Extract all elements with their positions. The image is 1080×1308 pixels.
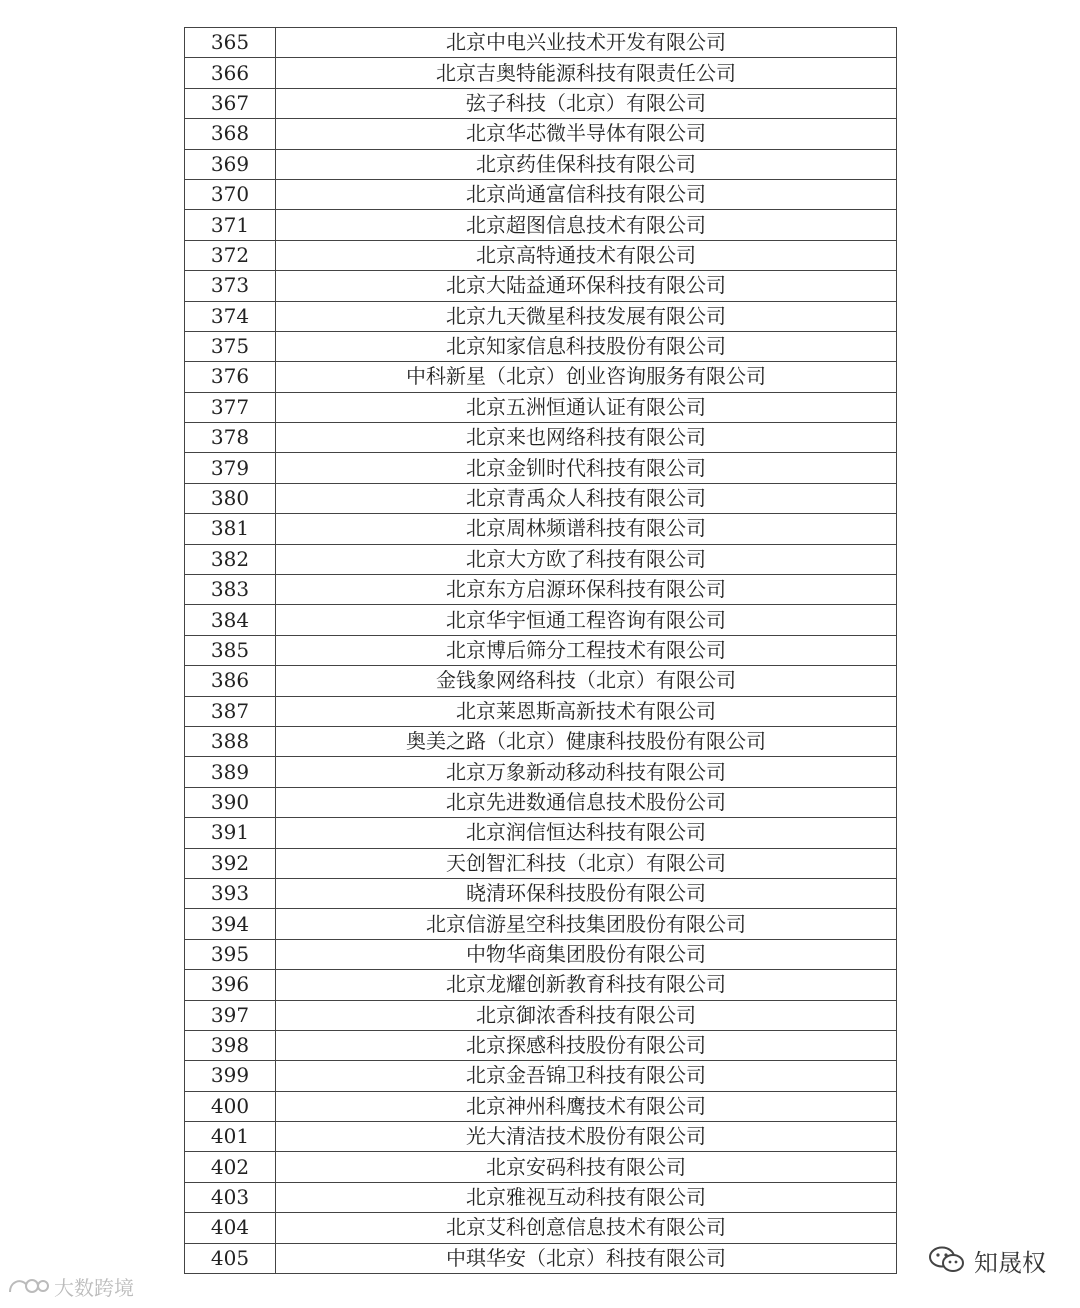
row-number: 365 <box>185 28 276 58</box>
table-row <box>185 848 897 878</box>
company-name: 北京来也网络科技有限公司 <box>276 423 897 453</box>
table-row <box>185 666 897 696</box>
table-row <box>185 362 897 392</box>
table-row <box>185 240 897 270</box>
table-row <box>185 970 897 1000</box>
row-number: 399 <box>185 1061 276 1091</box>
table-row <box>185 88 897 118</box>
row-number: 396 <box>185 970 276 1000</box>
table-row <box>185 210 897 240</box>
table-row <box>185 818 897 848</box>
company-name: 北京御浓香科技有限公司 <box>276 1000 897 1030</box>
row-number: 389 <box>185 757 276 787</box>
company-name: 北京大陆益通环保科技有限公司 <box>276 271 897 301</box>
table-row <box>185 483 897 513</box>
table-row <box>185 726 897 756</box>
row-number: 373 <box>185 271 276 301</box>
table-row <box>185 119 897 149</box>
table-row <box>185 271 897 301</box>
company-name: 北京万象新动移动科技有限公司 <box>276 757 897 787</box>
company-name: 北京信游星空科技集团股份有限公司 <box>276 909 897 939</box>
company-name: 北京知家信息科技股份有限公司 <box>276 331 897 361</box>
company-name: 中物华商集团股份有限公司 <box>276 939 897 969</box>
table-row <box>185 28 897 58</box>
watermark-left-text: 大数跨境 <box>54 1275 134 1300</box>
table-row <box>185 909 897 939</box>
row-number: 370 <box>185 179 276 209</box>
table-row <box>185 878 897 908</box>
row-number: 369 <box>185 149 276 179</box>
watermark-right <box>928 1240 1046 1280</box>
company-name: 北京尚通富信科技有限公司 <box>276 179 897 209</box>
row-number: 374 <box>185 301 276 331</box>
row-number: 371 <box>185 210 276 240</box>
company-name: 北京周林频谱科技有限公司 <box>276 514 897 544</box>
company-name: 北京博后筛分工程技术有限公司 <box>276 635 897 665</box>
wechat-icon <box>928 1245 966 1275</box>
company-name: 中琪华安（北京）科技有限公司 <box>276 1243 897 1273</box>
company-name: 北京润信恒达科技有限公司 <box>276 818 897 848</box>
row-number: 401 <box>185 1122 276 1152</box>
table-row <box>185 1091 897 1121</box>
table-row <box>185 1213 897 1243</box>
row-number: 381 <box>185 514 276 544</box>
company-name: 北京超图信息技术有限公司 <box>276 210 897 240</box>
row-number: 391 <box>185 818 276 848</box>
company-name: 北京金吾锦卫科技有限公司 <box>276 1061 897 1091</box>
row-number: 384 <box>185 605 276 635</box>
row-number: 397 <box>185 1000 276 1030</box>
table-row <box>185 179 897 209</box>
watermark-left <box>6 1272 134 1300</box>
row-number: 378 <box>185 423 276 453</box>
row-number: 375 <box>185 331 276 361</box>
company-name: 北京艾科创意信息技术有限公司 <box>276 1213 897 1243</box>
row-number: 383 <box>185 575 276 605</box>
row-number: 394 <box>185 909 276 939</box>
table-row <box>185 1243 897 1273</box>
company-name: 北京金钏时代科技有限公司 <box>276 453 897 483</box>
company-name: 北京东方启源环保科技有限公司 <box>276 575 897 605</box>
row-number: 395 <box>185 939 276 969</box>
table-body <box>185 28 897 1274</box>
company-name: 北京安码科技有限公司 <box>276 1152 897 1182</box>
table-row <box>185 1122 897 1152</box>
company-name: 晓清环保科技股份有限公司 <box>276 878 897 908</box>
logo-icon <box>6 1274 50 1298</box>
table-row <box>185 696 897 726</box>
row-number: 368 <box>185 119 276 149</box>
table-row <box>185 635 897 665</box>
company-name: 北京雅视互动科技有限公司 <box>276 1182 897 1212</box>
table-row <box>185 301 897 331</box>
company-name: 北京先进数通信息技术股份公司 <box>276 787 897 817</box>
company-name: 北京龙耀创新教育科技有限公司 <box>276 970 897 1000</box>
table-row <box>185 1000 897 1030</box>
company-name: 光大清洁技术股份有限公司 <box>276 1122 897 1152</box>
row-number: 398 <box>185 1030 276 1060</box>
table-row <box>185 757 897 787</box>
company-name: 北京九天微星科技发展有限公司 <box>276 301 897 331</box>
table-row <box>185 1061 897 1091</box>
company-name: 北京吉奥特能源科技有限责任公司 <box>276 58 897 88</box>
company-name: 金钱象网络科技（北京）有限公司 <box>276 666 897 696</box>
row-number: 393 <box>185 878 276 908</box>
table-row <box>185 1030 897 1060</box>
company-name: 北京药佳保科技有限公司 <box>276 149 897 179</box>
table-row <box>185 1182 897 1212</box>
row-number: 377 <box>185 392 276 422</box>
company-name: 北京神州科鹰技术有限公司 <box>276 1091 897 1121</box>
table-row <box>185 423 897 453</box>
company-name: 北京高特通技术有限公司 <box>276 240 897 270</box>
table-row <box>185 149 897 179</box>
company-name: 北京大方欧了科技有限公司 <box>276 544 897 574</box>
row-number: 402 <box>185 1152 276 1182</box>
row-number: 380 <box>185 483 276 513</box>
company-name: 北京莱恩斯高新技术有限公司 <box>276 696 897 726</box>
company-name: 中科新星（北京）创业咨询服务有限公司 <box>276 362 897 392</box>
row-number: 372 <box>185 240 276 270</box>
watermark-right-text: 知晟权 <box>974 1248 1046 1277</box>
row-number: 367 <box>185 88 276 118</box>
table-row <box>185 544 897 574</box>
company-name: 北京探感科技股份有限公司 <box>276 1030 897 1060</box>
row-number: 366 <box>185 58 276 88</box>
company-name: 北京五洲恒通认证有限公司 <box>276 392 897 422</box>
table-row <box>185 514 897 544</box>
row-number: 404 <box>185 1213 276 1243</box>
company-name: 弦子科技（北京）有限公司 <box>276 88 897 118</box>
table-row <box>185 58 897 88</box>
company-name: 奥美之路（北京）健康科技股份有限公司 <box>276 726 897 756</box>
table-row <box>185 787 897 817</box>
table-row <box>185 575 897 605</box>
row-number: 400 <box>185 1091 276 1121</box>
row-number: 387 <box>185 696 276 726</box>
row-number: 388 <box>185 726 276 756</box>
row-number: 390 <box>185 787 276 817</box>
row-number: 382 <box>185 544 276 574</box>
company-name: 北京青禹众人科技有限公司 <box>276 483 897 513</box>
company-table <box>184 27 897 1274</box>
row-number: 385 <box>185 635 276 665</box>
company-name: 北京华宇恒通工程咨询有限公司 <box>276 605 897 635</box>
company-name: 天创智汇科技（北京）有限公司 <box>276 848 897 878</box>
row-number: 403 <box>185 1182 276 1212</box>
table-row <box>185 939 897 969</box>
table-row <box>185 605 897 635</box>
table-row <box>185 331 897 361</box>
row-number: 392 <box>185 848 276 878</box>
row-number: 386 <box>185 666 276 696</box>
company-name: 北京华芯微半导体有限公司 <box>276 119 897 149</box>
table-row <box>185 453 897 483</box>
table-row <box>185 1152 897 1182</box>
table-row <box>185 392 897 422</box>
row-number: 405 <box>185 1243 276 1273</box>
row-number: 376 <box>185 362 276 392</box>
company-name: 北京中电兴业技术开发有限公司 <box>276 28 897 58</box>
row-number: 379 <box>185 453 276 483</box>
